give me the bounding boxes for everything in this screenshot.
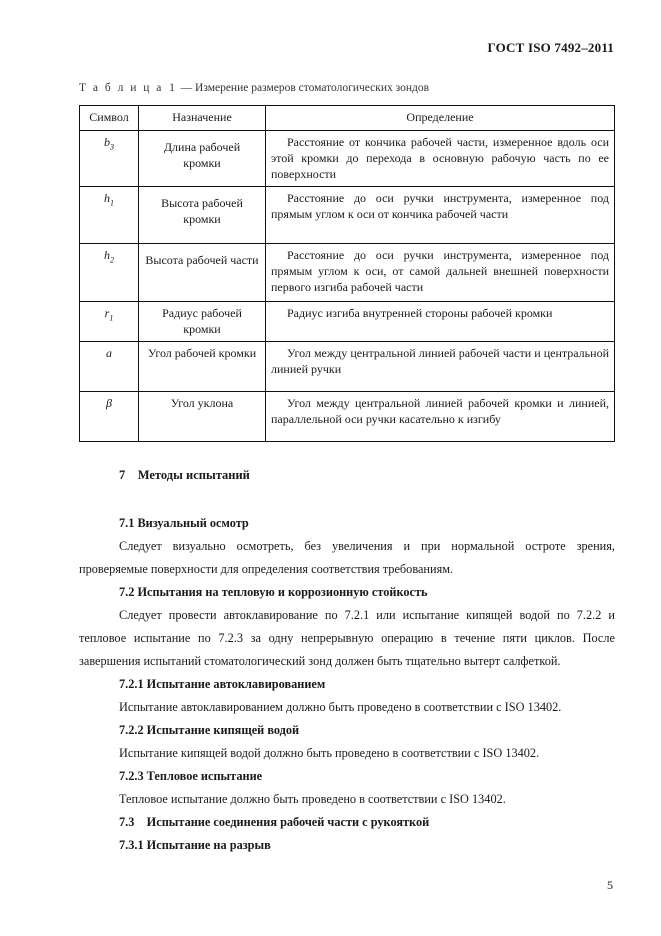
name-cell: Радиус рабочей кромки [139, 302, 266, 342]
section-7-3-title: 7.3 Испытание соединения рабочей части с рукояткой [119, 815, 430, 829]
table-caption-label: Т а б л и ц а [79, 82, 164, 94]
symbol-cell: β [80, 392, 139, 442]
section-content [79, 512, 615, 857]
table-caption [79, 82, 429, 94]
column-header-symbol: Символ [80, 106, 139, 131]
section-7-2-text: Следует провести автоклавирование по 7.2.1 или испытание кипящей водой по 7.2.2 и тепловое испытание по 7.2.3 за одну непрерывную операцию в течение пяти циклов. После завершения испытаний стоматологический зонд должен быть тщательно вытерт салфеткой. [79, 608, 615, 668]
column-header-name: Назначение [139, 106, 266, 131]
table-row [80, 244, 615, 302]
column-header-definition: Определение [266, 106, 615, 131]
definition-cell: Расстояние до оси ручки инструмента, измеренное под прямым углом к оси, от самой дальней внешней поверхности первого изгиба рабочей части [266, 244, 615, 302]
section-7-2-3-title: 7.2.3 Тепловое испытание [119, 769, 263, 783]
section-7-2-2-title: 7.2.2 Испытание кипящей водой [119, 723, 300, 737]
name-cell: Длина рабочей кромки [139, 131, 266, 187]
symbol-cell: $h_2$ [80, 244, 139, 302]
name-cell: Угол рабочей кромки [139, 342, 266, 392]
table-header-row [80, 106, 615, 131]
name-cell: Высота рабочей кромки [139, 187, 266, 244]
section-7-2-2-text: Испытание кипящей водой должно быть проведено в соответствии с ISO 13402. [119, 746, 540, 760]
symbol-cell: $b_3$ [80, 131, 139, 187]
definition-cell: Расстояние до оси ручки инструмента, измеренное под прямым углом к оси от кончика рабочей части [266, 187, 615, 244]
section-7-2-1-title: 7.2.1 Испытание автоклавированием [119, 677, 326, 691]
table-row [80, 392, 615, 442]
symbol-cell: $r_1$ [80, 302, 139, 342]
table-row [80, 187, 615, 244]
document-header: ГОСТ ISO 7492–2011 [487, 40, 614, 55]
symbol-cell: a [80, 342, 139, 392]
name-cell: Высота рабочей части [139, 244, 266, 302]
section-7-2-1-text: Испытание автоклавированием должно быть проведено в соответствии с ISO 13402. [119, 700, 562, 714]
definition-cell: Радиус изгиба внутренней стороны рабочей кромки [266, 302, 615, 342]
table-row [80, 302, 615, 342]
definition-cell: Угол между центральной линией рабочей кромки и линией, параллельной оси ручки касательно к изгибу [266, 392, 615, 442]
definition-cell: Расстояние от кончика рабочей части, измеренное вдоль оси этой кромки до перехода в основную рабочую часть по ее поверхности [266, 131, 615, 187]
section-7-2-title: 7.2 Испытания на тепловую и коррозионную стойкость [119, 585, 428, 599]
definition-cell: Угол между центральной линией рабочей части и центральной линией ручки [266, 342, 615, 392]
dimensions-table [79, 105, 615, 442]
section-7-1-title: 7.1 Визуальный осмотр [119, 516, 249, 530]
table-row [80, 342, 615, 392]
section-7-title: 7 Методы испытаний [119, 468, 250, 482]
table-caption-text: — Измерение размеров стоматологических зондов [180, 82, 430, 94]
table-row [80, 131, 615, 187]
symbol-cell: $h_1$ [80, 187, 139, 244]
section-7-2-3-text: Тепловое испытание должно быть проведено в соответствии с ISO 13402. [119, 792, 506, 806]
section-7-1-text: Следует визуально осмотреть, без увеличения и при нормальной остроте зрения, проверяемые поверхности для определения соответствия требованиям. [79, 539, 615, 576]
table-caption-number: 1 [169, 82, 175, 94]
name-cell: Угол уклона [139, 392, 266, 442]
section-7-3-1-title: 7.3.1 Испытание на разрыв [119, 838, 271, 852]
page-number: 5 [607, 878, 613, 892]
